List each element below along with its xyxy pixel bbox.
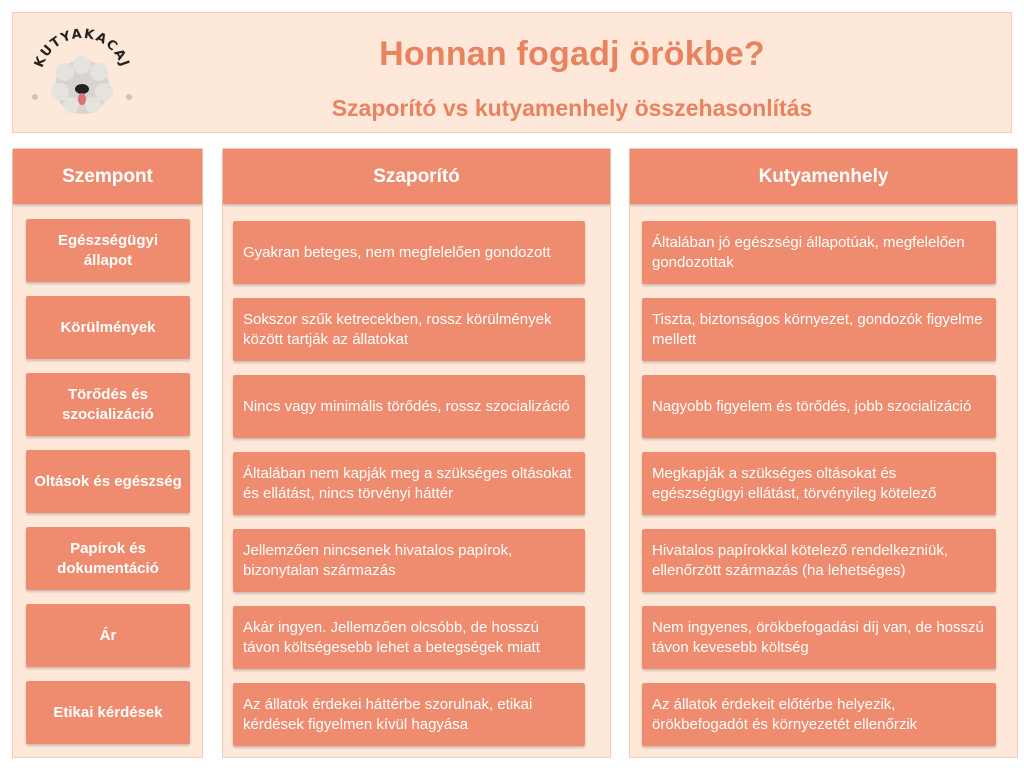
criteria-column xyxy=(12,148,203,758)
breeder-cell: Általában nem kapják meg a szükséges oltásokat és ellátást, nincs törvényi háttér xyxy=(233,452,585,515)
breeder-cell: Nincs vagy minimális törődés, rossz szocializáció xyxy=(233,375,585,438)
header xyxy=(12,12,1012,133)
breeder-cell: Az állatok érdekei háttérbe szorulnak, etikai kérdések figyelmen kívül hagyása xyxy=(233,683,585,746)
shelter-cell: Az állatok érdekeit előtérbe helyezik, örökbefogadót és környezetét ellenőrzik xyxy=(642,683,996,746)
criterion-cell: Oltások és egészség xyxy=(26,450,190,513)
criterion-cell: Törődés és szocializáció xyxy=(26,373,190,436)
shelter-cell: Nem ingyenes, örökbefogadási díj van, de hosszú távon kevesebb költség xyxy=(642,606,996,669)
breeder-column-header: Szaporító xyxy=(223,149,610,204)
criteria-column-header: Szempont xyxy=(13,149,202,204)
criterion-cell: Etikai kérdések xyxy=(26,681,190,744)
page-subtitle: Szaporító vs kutyamenhely összehasonlítás xyxy=(331,95,813,121)
breeder-cell: Akár ingyen. Jellemzően olcsóbb, de hosszú távon költségesebb lehet a betegségek miatt xyxy=(233,606,585,669)
criterion-cell: Ár xyxy=(26,604,190,667)
shelter-column xyxy=(629,148,1018,758)
breeder-cell: Gyakran beteges, nem megfelelően gondozott xyxy=(233,221,585,284)
breeder-column xyxy=(222,148,611,758)
svg-text:KUTYAKACAJ: KUTYAKACAJ xyxy=(31,27,133,70)
criterion-cell: Körülmények xyxy=(26,296,190,359)
shelter-cell: Megkapják a szükséges oltásokat és egészségügyi ellátást, törvényileg kötelező xyxy=(642,452,996,515)
criterion-cell: Papírok és dokumentáció xyxy=(26,527,190,590)
breeder-cell: Jellemzően nincsenek hivatalos papírok, bizonytalan származás xyxy=(233,529,585,592)
breeder-cell: Sokszor szűk ketrecekben, rossz körülmények között tartják az állatokat xyxy=(233,298,585,361)
shelter-cell: Nagyobb figyelem és törődés, jobb szocializáció xyxy=(642,375,996,438)
page-title: Honnan fogadj örökbe? xyxy=(379,35,765,73)
shelter-cell: Általában jó egészségi állapotúak, megfelelően gondozottak xyxy=(642,221,996,284)
shelter-column-header: Kutyamenhely xyxy=(630,149,1017,204)
shelter-cell: Hivatalos papírokkal kötelező rendelkezniük, ellenőrzött származás (ha lehetséges) xyxy=(642,529,996,592)
criterion-cell: Egészségügyi állapot xyxy=(26,219,190,282)
shelter-cell: Tiszta, biztonságos környezet, gondozók figyelme mellett xyxy=(642,298,996,361)
kutyakacaj-logo xyxy=(27,27,137,125)
